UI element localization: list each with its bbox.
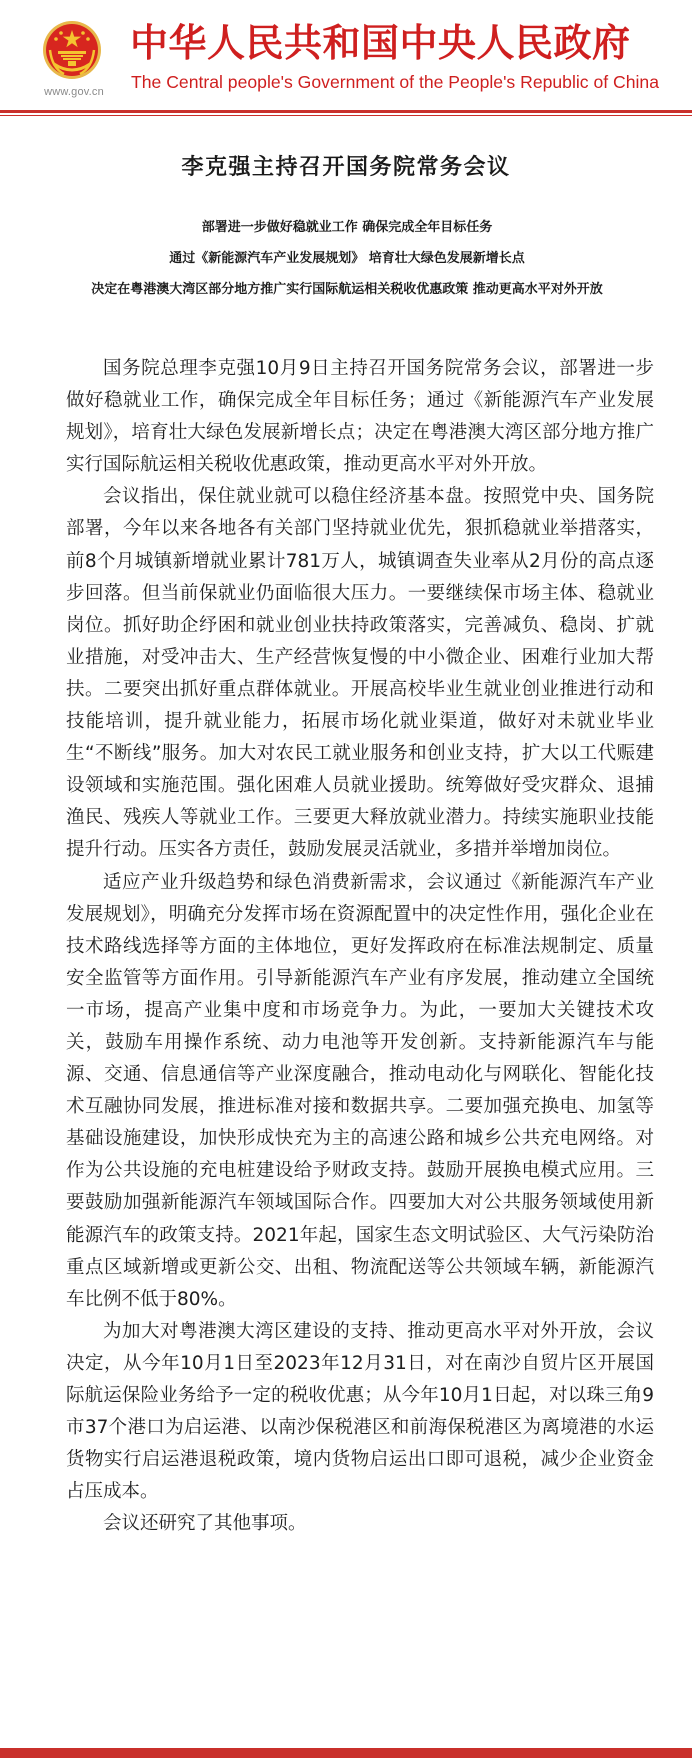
footer-divider xyxy=(0,1748,692,1758)
site-header xyxy=(0,0,692,118)
paragraph-1: 国务院总理李克强10月9日主持召开国务院常务会议，部署进一步做好稳就业工作，确保完成全年目标任务；通过《新能源汽车产业发展规划》，培育壮大绿色发展新增长点；决定在粤港澳大湾区部分地方推广实行国际航运相关税收优惠政策，推动更高水平对外开放。 xyxy=(66,358,654,476)
header-divider-thin xyxy=(0,115,692,116)
paragraph-5: 会议还研究了其他事项。 xyxy=(103,1513,307,1535)
paragraph-2: 会议指出，保住就业就可以稳住经济基本盘。按照党中央、国务院部署，今年以来各地各有关部门坚持就业优先，狠抓稳就业举措落实，前8个月城镇新增就业累计781万人，城镇调查失业率从2月份的高点逐步回落。但当前保就业仍面临很大压力。一要继续保市场主体、稳就业岗位。抓好助企纾困和就业创业扶持政策落实，完善减负、稳岗、扩就业措施，对受冲击大、生产经营恢复慢的中小微企业、困难行业加大帮扶。二要突出抓好重点群体就业。开展高校毕业生就业创业推进行动和技能培训，提升就业能力，拓展市场化就业渠道，做好对未就业毕业生“不断线”服务。加大对农民工就业服务和创业支持，扩大以工代赈建设领域和实施范围。强化困难人员就业援助。统筹做好受灾群众、退捕渔民、残疾人等就业工作。三要更大释放就业潜力。持续实施职业技能提升行动。压实各方责任，鼓励发展灵活就业，多措并举增加岗位。 xyxy=(66,486,654,861)
article-body xyxy=(66,353,654,1540)
subtitle-2: 通过《新能源汽车产业发展规划》 培育壮大绿色发展新增长点 xyxy=(169,251,525,266)
site-title-english: The Central people's Government of the People's Republic of China xyxy=(131,72,659,92)
article-subtitles xyxy=(40,212,654,305)
national-emblem-icon xyxy=(42,20,102,80)
site-title-chinese: 中华人民共和国中央人民政府 xyxy=(130,21,631,65)
subtitle-1: 部署进一步做好稳就业工作 确保完成全年目标任务 xyxy=(201,220,493,235)
article-container xyxy=(0,118,692,1748)
header-divider xyxy=(0,110,692,113)
subtitle-3: 决定在粤港澳大湾区部分地方推广实行国际航运相关税收优惠政策 推动更高水平对外开放 xyxy=(91,282,603,297)
paragraph-4: 为加大对粤港澳大湾区建设的支持、推动更高水平对外开放，会议决定，从今年10月1日至2023年12月31日，对在南沙自贸片区开展国际航运保险业务给予一定的税收优惠；从今年10月1日起，对以珠三角9市37个港口为启运港、以南沙保税港区和前海保税港区为离境港的水运货物实行启运港退税政策，境内货物启运出口即可退税，减少企业资金占压成本。 xyxy=(66,1320,654,1503)
article-title: 李克强主持召开国务院常务会议 xyxy=(181,155,511,180)
paragraph-3: 适应产业升级趋势和绿色消费新需求，会议通过《新能源汽车产业发展规划》，明确充分发挥市场在资源配置中的决定性作用，强化企业在技术路线选择等方面的主体地位，更好发挥政府在标准法规制定、质量安全监管等方面作用。引导新能源汽车产业有序发展，推动建立全国统一市场，提高产业集中度和市场竞争力。为此，一要加大关键技术攻关，鼓励车用操作系统、动力电池等开发创新。支持新能源汽车与能源、交通、信息通信等产业深度融合，推动电动化与网联化、智能化技术互融协同发展，推进标准对接和数据共享。二要加强充换电、加氢等基础设施建设，加快形成快充为主的高速公路和城乡公共充电网络。对作为公共设施的充电桩建设给予财政支持。鼓励开展换电模式应用。三要鼓励加强新能源汽车领域国际合作。四要加大对公共服务领域使用新能源汽车的政策支持。2021年起，国家生态文明试验区、大气污染防治重点区域新增或更新公交、出租、物流配送等公共领域车辆，新能源汽车比例不低于80%。 xyxy=(66,871,654,1310)
site-url[interactable]: www.gov.cn xyxy=(44,86,104,98)
